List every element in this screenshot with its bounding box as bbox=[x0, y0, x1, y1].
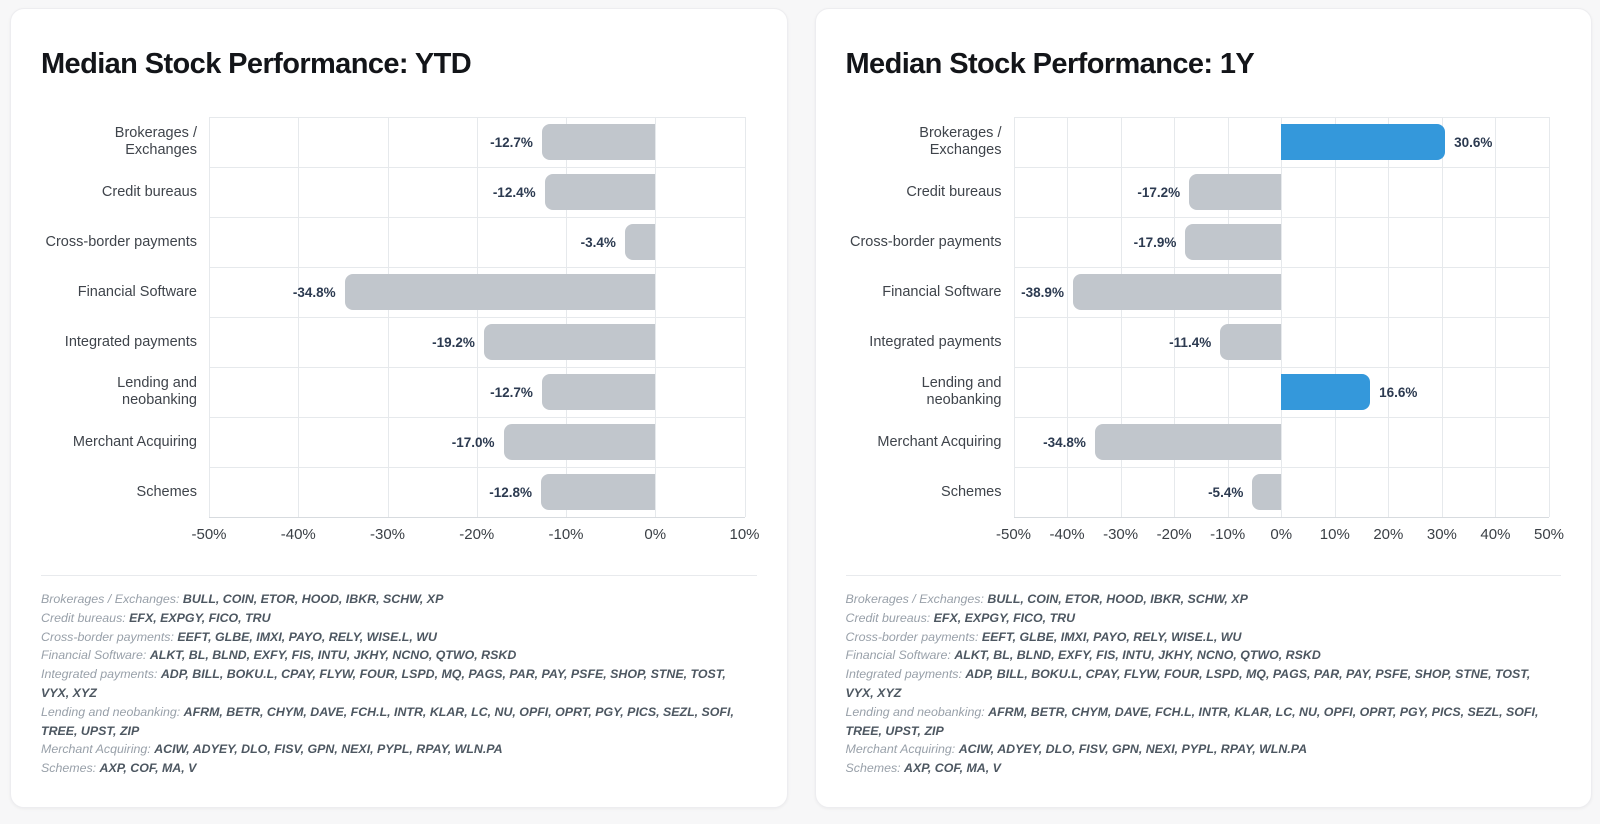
legend-tickers: AXP, COF, MA, V bbox=[99, 761, 197, 776]
category-label: Credit bureaus bbox=[101, 183, 197, 200]
legend-category-label: Schemes: bbox=[41, 761, 100, 776]
category-label: Merchant Acquiring bbox=[877, 433, 1002, 450]
legend-tickers: AFRM, BETR, CHYM, DAVE, FCH.L, INTR, KLAR, LC, NU, OPFI, OPRT, PGY, PICS, SEZL, SOFI, TREE, UPST, ZIP bbox=[845, 704, 1539, 738]
category-label: Brokerages / Exchanges bbox=[114, 125, 197, 158]
bar-schemes bbox=[541, 474, 655, 510]
ticker-legend bbox=[846, 575, 1562, 778]
legend-row bbox=[41, 665, 757, 703]
legend-row bbox=[41, 646, 757, 665]
bar-brokerages-exchanges bbox=[1281, 124, 1445, 160]
bar-value-label: -5.4% bbox=[1208, 484, 1244, 500]
legend-category-label: Integrated payments: bbox=[41, 667, 161, 682]
x-tick-label: 20% bbox=[1373, 526, 1404, 543]
legend-tickers: EEFT, GLBE, IMXI, PAYO, RELY, WISE.L, WU bbox=[177, 629, 437, 644]
bar-lending-and-neobanking bbox=[542, 374, 655, 410]
category-label: Brokerages / Exchanges bbox=[919, 125, 1002, 158]
bar-credit-bureaus bbox=[545, 174, 656, 210]
bar-value-label: -12.7% bbox=[490, 134, 533, 150]
chart-card-ytd bbox=[10, 8, 788, 808]
legend-category-label: Brokerages / Exchanges: bbox=[845, 592, 988, 606]
legend-category-label: Credit bureaus: bbox=[845, 610, 934, 625]
legend-row bbox=[846, 628, 1562, 647]
legend-row bbox=[846, 609, 1562, 628]
x-tick-label: 40% bbox=[1480, 526, 1511, 543]
x-tick-label: 50% bbox=[1533, 526, 1565, 543]
ticker-legend bbox=[41, 575, 757, 778]
x-tick-label: 30% bbox=[1426, 526, 1457, 543]
bar-schemes bbox=[1252, 474, 1281, 510]
plot-area bbox=[209, 117, 745, 517]
legend-category-label: Cross-border payments: bbox=[41, 629, 178, 644]
bar-value-label: -38.9% bbox=[1021, 284, 1064, 300]
x-tick-label: -50% bbox=[995, 526, 1032, 543]
plot-area bbox=[1014, 117, 1550, 517]
legend-tickers: ACIW, ADYEY, DLO, FISV, GPN, NEXI, PYPL, RPAY, WLN.PA bbox=[154, 742, 503, 757]
bar-financial-software bbox=[1073, 274, 1281, 310]
x-tick-label: -20% bbox=[1156, 526, 1192, 543]
legend-category-label: Credit bureaus: bbox=[41, 610, 130, 625]
category-label: Schemes bbox=[941, 483, 1002, 500]
legend-tickers: ACIW, ADYEY, DLO, FISV, GPN, NEXI, PYPL, RPAY, WLN.PA bbox=[958, 742, 1308, 757]
legend-tickers: BULL, COIN, ETOR, HOOD, IBKR, SCHW, XP bbox=[987, 592, 1248, 606]
bar-value-label: -19.2% bbox=[432, 334, 475, 350]
legend-category-label: Financial Software: bbox=[845, 648, 955, 663]
category-label: Lending and neobanking bbox=[921, 375, 1002, 408]
bar-value-label: -11.4% bbox=[1169, 334, 1212, 350]
bar-value-label: -34.8% bbox=[292, 284, 336, 300]
legend-category-label: Schemes: bbox=[845, 761, 905, 776]
bar-value-label: -3.4% bbox=[580, 234, 616, 250]
legend-category-label: Merchant Acquiring: bbox=[41, 742, 155, 757]
category-label: Credit bureaus bbox=[906, 183, 1002, 200]
x-tick-label: -20% bbox=[459, 526, 495, 543]
legend-category-label: Merchant Acquiring: bbox=[845, 742, 959, 757]
legend-row bbox=[846, 590, 1562, 609]
legend-tickers: ADP, BILL, BOKU.L, CPAY, FLYW, FOUR, LSPD, MQ, PAGS, PAR, PAY, PSFE, SHOP, STNE, TOST, VYX, XYZ bbox=[41, 667, 726, 700]
legend-row bbox=[41, 628, 757, 647]
bar-value-label: -17.2% bbox=[1137, 184, 1181, 200]
legend-tickers: ALKT, BL, BLND, EXFY, FIS, INTU, JKHY, NCNO, QTWO, RSKD bbox=[149, 648, 517, 663]
bar-cross-border-payments bbox=[1185, 224, 1281, 260]
x-tick-label: -50% bbox=[191, 526, 227, 543]
legend-row bbox=[41, 590, 757, 609]
chart-title-1y: Median Stock Performance: 1Y bbox=[845, 48, 1255, 80]
category-labels bbox=[41, 117, 209, 549]
gridline-vertical bbox=[1335, 117, 1336, 517]
bar-credit-bureaus bbox=[1189, 174, 1281, 210]
bar-brokerages-exchanges bbox=[542, 124, 655, 160]
chart-1y bbox=[846, 117, 1565, 549]
bar-value-label: -12.7% bbox=[490, 384, 533, 400]
legend-tickers: ALKT, BL, BLND, EXFY, FIS, INTU, JKHY, NCNO, QTWO, RSKD bbox=[954, 648, 1321, 663]
gridline-vertical bbox=[298, 117, 299, 517]
bar-value-label: 16.6% bbox=[1379, 384, 1418, 400]
bar-merchant-acquiring bbox=[1095, 424, 1281, 460]
category-labels bbox=[846, 117, 1014, 549]
category-label: Cross-border payments bbox=[850, 233, 1002, 250]
category-label: Financial Software bbox=[882, 283, 1002, 300]
category-label: Lending and neobanking bbox=[117, 375, 197, 408]
gridline-vertical bbox=[209, 117, 210, 517]
x-tick-label: -40% bbox=[280, 526, 316, 543]
legend-row bbox=[846, 703, 1562, 741]
legend-row bbox=[846, 740, 1562, 759]
category-label: Integrated payments bbox=[869, 333, 1002, 350]
legend-tickers: AXP, COF, MA, V bbox=[904, 761, 1001, 776]
legend-tickers: AFRM, BETR, CHYM, DAVE, FCH.L, INTR, KLAR, LC, NU, OPFI, OPRT, PGY, PICS, SEZL, SOFI, TREE, UPST, ZIP bbox=[41, 704, 734, 738]
x-axis-labels bbox=[995, 517, 1565, 549]
legend-row bbox=[41, 609, 757, 628]
gridline-vertical bbox=[1281, 117, 1282, 517]
bar-value-label: -12.4% bbox=[492, 184, 536, 200]
category-label: Schemes bbox=[136, 483, 197, 500]
x-tick-label: 10% bbox=[1319, 526, 1350, 543]
gridline-vertical bbox=[388, 117, 389, 517]
legend-tickers: EEFT, GLBE, IMXI, PAYO, RELY, WISE.L, WU bbox=[981, 629, 1242, 644]
legend-row bbox=[846, 665, 1562, 703]
x-tick-label: -30% bbox=[369, 526, 406, 543]
bar-value-label: -34.8% bbox=[1043, 434, 1086, 450]
legend-category-label: Cross-border payments: bbox=[845, 629, 982, 644]
bar-financial-software bbox=[345, 274, 656, 310]
bar-cross-border-payments bbox=[625, 224, 655, 260]
legend-tickers: EFX, EXPGY, FICO, TRU bbox=[933, 610, 1076, 625]
chart-ytd bbox=[41, 117, 760, 549]
bar-value-label: -12.8% bbox=[489, 484, 533, 500]
legend-row bbox=[846, 646, 1562, 665]
bar-integrated-payments bbox=[1220, 324, 1281, 360]
bar-integrated-payments bbox=[484, 324, 655, 360]
legend-category-label: Brokerages / Exchanges: bbox=[41, 592, 183, 606]
bar-lending-and-neobanking bbox=[1281, 374, 1370, 410]
bar-value-label: -17.0% bbox=[451, 434, 495, 450]
x-tick-label: -10% bbox=[548, 526, 584, 543]
legend-category-label: Lending and neobanking: bbox=[41, 704, 184, 719]
legend-tickers: EFX, EXPGY, FICO, TRU bbox=[129, 610, 271, 625]
gridline-vertical bbox=[655, 117, 656, 517]
legend-category-label: Integrated payments: bbox=[845, 667, 966, 682]
gridline-vertical bbox=[1014, 117, 1015, 517]
x-tick-label: 0% bbox=[644, 526, 667, 543]
chart-title-ytd: Median Stock Performance: YTD bbox=[41, 48, 472, 80]
legend-row bbox=[41, 759, 757, 778]
chart-card-1y bbox=[815, 8, 1593, 808]
legend-row bbox=[41, 740, 757, 759]
x-axis-labels bbox=[191, 517, 760, 549]
legend-tickers: BULL, COIN, ETOR, HOOD, IBKR, SCHW, XP bbox=[182, 592, 444, 606]
legend-category-label: Financial Software: bbox=[41, 648, 150, 663]
legend-row bbox=[41, 703, 757, 741]
bar-value-label: -17.9% bbox=[1133, 234, 1177, 250]
x-tick-label: -30% bbox=[1103, 526, 1139, 543]
x-tick-label: -40% bbox=[1049, 526, 1085, 543]
gridline-vertical bbox=[1495, 117, 1496, 517]
gridline-vertical bbox=[1442, 117, 1443, 517]
bar-value-label: 30.6% bbox=[1454, 134, 1493, 150]
category-label: Financial Software bbox=[77, 283, 197, 300]
x-tick-label: -10% bbox=[1210, 526, 1246, 543]
bar-merchant-acquiring bbox=[504, 424, 656, 460]
legend-category-label: Lending and neobanking: bbox=[845, 704, 989, 719]
legend-tickers: ADP, BILL, BOKU.L, CPAY, FLYW, FOUR, LSPD, MQ, PAGS, PAR, PAY, PSFE, SHOP, STNE, TOST, VYX, XYZ bbox=[845, 667, 1531, 700]
gridline-vertical bbox=[1549, 117, 1550, 517]
x-tick-label: 10% bbox=[729, 526, 760, 543]
gridline-vertical bbox=[745, 117, 746, 517]
category-label: Integrated payments bbox=[64, 333, 197, 350]
x-tick-label: 0% bbox=[1270, 526, 1293, 543]
category-label: Merchant Acquiring bbox=[72, 433, 197, 450]
category-label: Cross-border payments bbox=[45, 233, 197, 250]
legend-row bbox=[846, 759, 1562, 778]
gridline-vertical bbox=[1388, 117, 1389, 517]
